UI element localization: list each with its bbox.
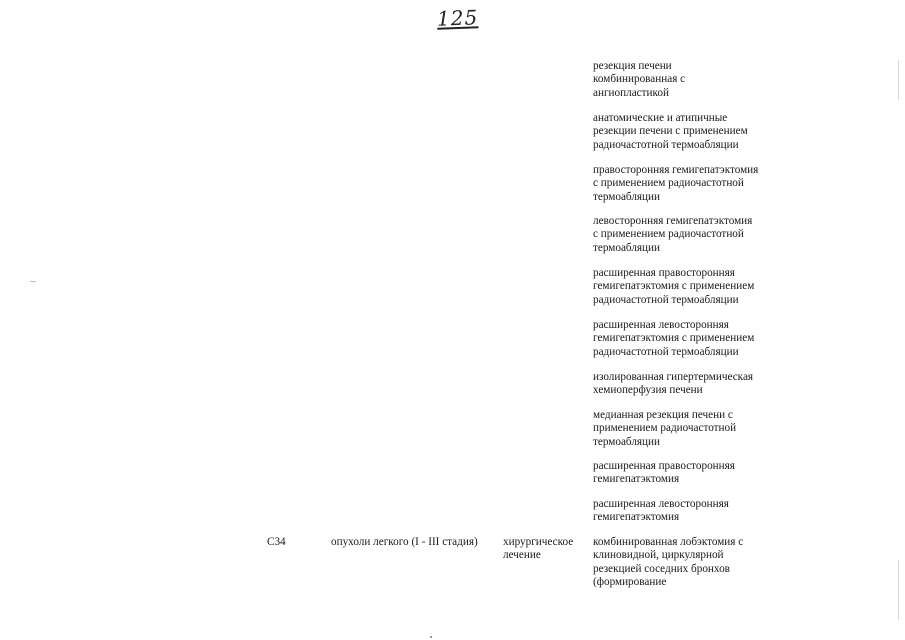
procedure-line: применением радиочастотной [593,422,737,435]
procedure-line: комбинированная лобэктомия с [593,536,744,548]
procedure-line: расширенная правосторонняя [593,460,735,472]
procedure-line: резекцией соседних бронхов [593,562,730,575]
procedure-line: расширенная левосторонняя [593,498,729,510]
procedure-line: гемигепатэктомия с применением [593,280,755,293]
procedure-line: ангиопластикой [593,86,669,99]
treatment-line: хирургическое [503,536,574,548]
procedure-line: термоабляции [593,435,661,448]
procedure-line: медианная резекция печени с [593,409,733,421]
procedure-item [593,319,793,359]
procedure-line: резекция печени [593,60,672,72]
procedure-item [593,267,793,307]
procedure-line: изолированная гипертермическая [593,371,754,383]
procedure-line: гемигепатэктомия [593,473,680,486]
procedure-item [593,536,793,589]
page-number: 125 [436,5,479,31]
procedure-line: расширенная левосторонняя [593,319,729,331]
procedure-item [593,460,793,487]
procedure-line: радиочастотной термоабляции [593,293,739,306]
procedure-item [593,215,793,255]
procedure-line: с применением радиочастотной [593,228,744,241]
procedure-line: комбинированная с [593,73,686,86]
icd-code: C34 [267,536,286,548]
procedure-item [593,60,793,100]
procedure-line: расширенная правосторонняя [593,267,735,279]
scan-margin-mark [30,281,36,282]
procedure-line: с применением радиочастотной [593,177,744,190]
procedure-item [593,498,793,525]
procedure-item [593,112,793,152]
procedure-line: гемигепатэктомия с применением [593,332,755,345]
procedure-item [593,409,793,449]
procedure-line: анатомические и атипичные [593,112,728,124]
procedure-line: правосторонняя гемигепатэктомия [593,164,759,176]
procedure-line: гемигепатэктомия [593,511,680,524]
procedure-line: радиочастотной термоабляции [593,138,739,151]
procedure-item [593,164,793,204]
procedure-line: термоабляции [593,241,661,254]
procedure-line: левосторонняя гемигепатэктомия [593,215,753,227]
diagnosis: опухоли легкого (I - III стадия) [331,536,478,548]
scan-edge-mark [898,560,899,620]
scan-dot [430,636,432,638]
treatment-line: лечение [503,549,541,562]
treatment-type [503,536,573,563]
scan-edge-mark [898,60,899,100]
procedure-line: клиновидной, циркулярной [593,549,724,562]
procedure-line: резекции печени с применением [593,125,748,138]
procedure-item [593,371,793,398]
procedure-line: (формирование [593,575,667,588]
procedure-line: радиочастотной термоабляции [593,345,739,358]
procedure-line: термоабляции [593,190,661,203]
procedure-line: хемиоперфузия печени [593,384,703,397]
